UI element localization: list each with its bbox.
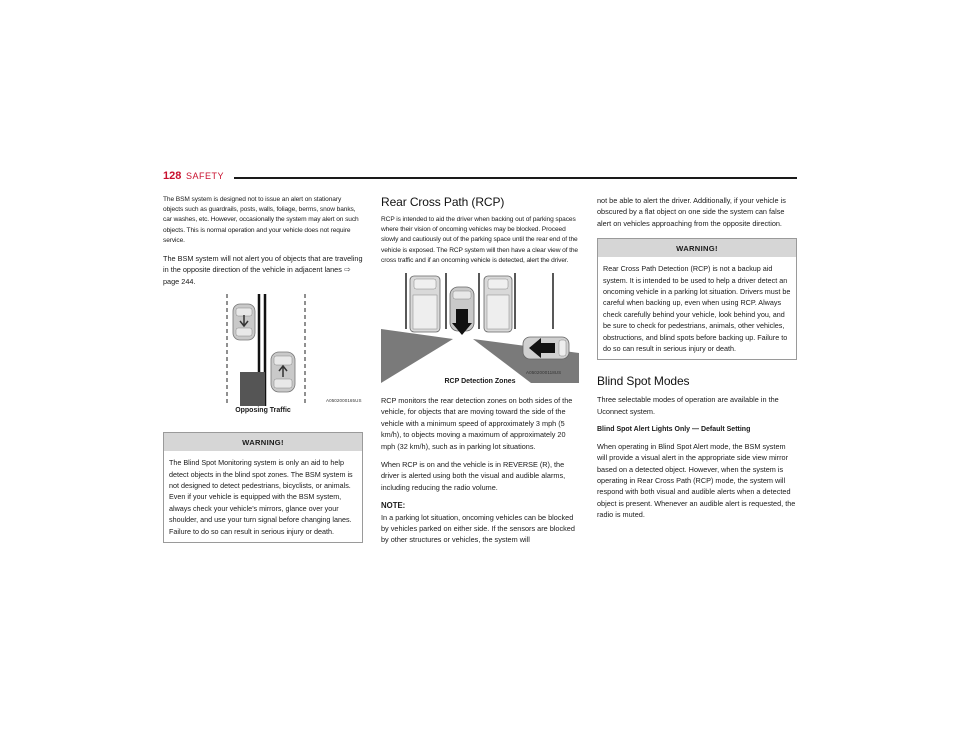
modes-intro-paragraph: Three selectable modes of operation are available in the Uconnect system. bbox=[597, 395, 779, 416]
rcp-heading: Rear Cross Path (RCP) bbox=[381, 195, 505, 209]
alert-mode-paragraph: When operating in Blind Spot Alert mode, the BSM system will provide a visual alert in the appropriate side view mirror based on a detected object. However, when the system is operating in Rear Cross Path (RCP) mode, the system will respond with both visual and audible alerts when a detected object is present. Whenever an audible alert is requested, the radio is muted. bbox=[597, 441, 796, 520]
note-body: In a parking lot situation, oncoming vehicles can be blocked by vehicles parked on either side. If the sensors are blocked by other structures or vehicles, the system will bbox=[381, 512, 575, 545]
arrow-right-icon: ⇨ bbox=[343, 265, 351, 275]
opposing-traffic-figure bbox=[163, 294, 363, 419]
warning-title: WARNING! bbox=[164, 433, 362, 451]
column-1 bbox=[163, 195, 363, 543]
page-number: 128 bbox=[163, 170, 182, 182]
left-detection-zone bbox=[381, 329, 453, 383]
rcp-intro-paragraph: RCP is intended to aid the driver when backing out of parking spaces where their vision of oncoming vehicles may be blocked. Proceed slowly and cautiously out of the parking space until the rear end of the vehicle is exposed. The RCP system will then have a clear view of the cross traffic and if an oncoming vehicle is detected, alert the driver. bbox=[381, 216, 578, 264]
warning-title: WARNING! bbox=[598, 239, 796, 257]
blind-spot-modes-heading: Blind Spot Modes bbox=[597, 374, 690, 389]
approaching-car bbox=[523, 337, 569, 359]
opposing-traffic-diagram bbox=[163, 294, 363, 406]
figure-caption: Opposing Traffic bbox=[235, 407, 291, 415]
rcp-reverse-paragraph: When RCP is on and the vehicle is in REVERSE (R), the driver is alerted using both the visual and audible alarms, including reducing the radio volume. bbox=[381, 460, 566, 492]
rcp-continued-paragraph: not be able to alert the driver. Additionally, if your vehicle is obscured by a flat object on one side the system can false alert on vehicles approaching from the opposite direction. bbox=[597, 196, 786, 228]
column-2 bbox=[381, 195, 579, 553]
rcp-monitor-paragraph: RCP monitors the rear detection zones on both sides of the vehicle, for objects that are moving toward the side of the vehicle with a minimum speed of approximately 3 mph (5 km/h), to objects moving a maximum of approximately 20 mph (32 km/h), such as in parking lot situations. bbox=[381, 396, 573, 451]
rcp-detection-figure bbox=[381, 273, 579, 395]
reversing-car bbox=[450, 287, 474, 335]
section-title: SAFETY bbox=[186, 171, 225, 181]
column-3 bbox=[597, 195, 797, 528]
page-reference-link[interactable]: page 244. bbox=[163, 276, 196, 286]
header-rule bbox=[234, 177, 797, 179]
note-label: NOTE: bbox=[381, 501, 406, 511]
warning-body: The Blind Spot Monitoring system is only an aid to help detect objects in the blind spot zones. The BSM system is not designed to detect pedestrians, bicyclists, or animals. Even if your vehicle is equipped with the BSM system, always check your vehicle’s mirrors, glance over your shoulder, and use your turn signal before changing lanes. Failure to do so can result in serious injury or death. bbox=[169, 458, 353, 536]
parked-truck-right bbox=[484, 276, 512, 332]
oncoming-car bbox=[233, 304, 255, 340]
figure-code: A0502000118US bbox=[526, 370, 562, 376]
bsm-opposite-direction-paragraph: The BSM system will not alert you of objects that are traveling in the opposite direction of the vehicle in adjacent lanes ⇨ page 244. bbox=[163, 254, 363, 286]
rcp-warning-box bbox=[597, 238, 797, 360]
figure-caption: RCP Detection Zones bbox=[444, 378, 516, 386]
bsm-warning-box bbox=[163, 432, 363, 543]
own-car bbox=[271, 352, 295, 392]
bsm-stationary-paragraph: The BSM system is designed not to issue an alert on stationary objects such as guardrails, posts, walls, foliage, berms, snow banks, car washes, etc. However, occasionally the system may alert on such objects. This is normal operation and your vehicle does not require service. bbox=[163, 196, 359, 244]
page-header bbox=[163, 170, 797, 184]
warning-body: Rear Cross Path Detection (RCP) is not a backup aid system. It is intended to be used to help a driver detect an oncoming vehicle in a parking lot situation. Drivers must be careful when backing up, even when using RCP. Always check carefully behind your vehicle, look behind you, and be sure to check for pedestrians, animals, other vehicles, obstructions, and blind spots before backing up. Failure to do so can result in serious injury or death. bbox=[603, 264, 791, 354]
parked-truck-left bbox=[410, 276, 440, 332]
figure-code: A0502000165US bbox=[326, 398, 362, 404]
mode-subheading: Blind Spot Alert Lights Only — Default Setting bbox=[597, 426, 751, 434]
rcp-detection-diagram bbox=[381, 273, 579, 386]
